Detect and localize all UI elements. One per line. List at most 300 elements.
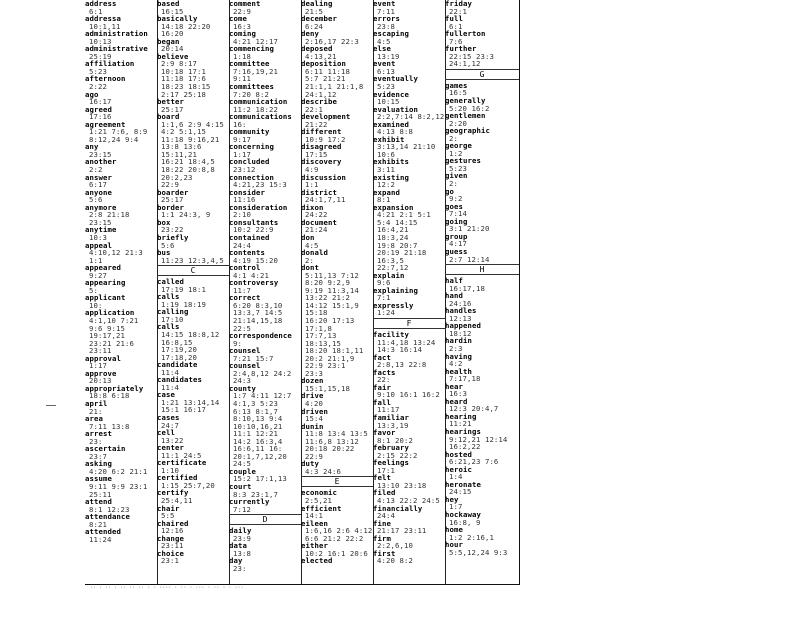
- index-term: afternoon: [85, 74, 126, 84]
- index-term: candidates: [157, 375, 202, 385]
- index-term: games: [445, 80, 468, 90]
- page-line-ref: 16:15: [161, 6, 184, 16]
- page-line-ref: 22:1: [449, 6, 467, 16]
- index-term: hockaway: [445, 510, 481, 519]
- index-term: else: [373, 44, 391, 54]
- index-term: commencing: [229, 44, 274, 54]
- page-line-ref: 9:2: [449, 194, 463, 204]
- index-term: control: [229, 263, 261, 273]
- page-line-ref: 21:22: [305, 119, 328, 129]
- page-line-ref: 24:1,7,11: [305, 195, 346, 205]
- page-line-ref: 23:15: [89, 217, 112, 227]
- index-term: development: [301, 112, 351, 122]
- page-line-ref: 4:19 15:20: [233, 255, 278, 265]
- page-line-ref: 24:1,12: [305, 89, 337, 99]
- page-line-ref: 16:3: [233, 21, 251, 31]
- index-column-6: [445, 0, 519, 584]
- page-line-ref: 9:19 11:3,14: [305, 285, 359, 295]
- index-term: hearing: [445, 411, 477, 421]
- page-line-ref: 4:2: [449, 359, 463, 369]
- index-term: dozen: [301, 376, 324, 386]
- page-line-ref: 24:4: [377, 511, 395, 521]
- index-term: committees: [229, 82, 274, 92]
- index-term: anyone: [85, 187, 112, 197]
- page-line-ref: 14:18 22:20: [161, 21, 211, 31]
- page-line-ref: 7:14: [449, 209, 467, 219]
- index-term: board: [157, 112, 180, 122]
- page-line-ref: 2:: [449, 133, 458, 143]
- page-line-ref: 10:2 22:9: [233, 225, 274, 235]
- index-term: concerning: [229, 142, 274, 152]
- index-term: deposition: [301, 59, 346, 69]
- page-line-ref: 11:4,18 13:24: [377, 337, 436, 347]
- index-term: assume: [85, 474, 112, 484]
- index-term: calls: [157, 292, 180, 302]
- page-line-ref: 19:17,21: [89, 331, 125, 341]
- page-line-ref: 5:7 21:21: [305, 74, 346, 84]
- page-line-ref: 17:15: [305, 149, 328, 159]
- index-term: february: [373, 443, 409, 453]
- page-line-ref: 4:2 5:1,15: [161, 127, 206, 137]
- index-term: appropriately: [85, 383, 144, 393]
- index-term: elected: [301, 556, 333, 566]
- page-line-ref: 4:9: [305, 165, 319, 175]
- page-line-ref: 10:9 17:2: [305, 134, 346, 144]
- index-term: friday: [445, 0, 472, 8]
- page-line-ref: 7:16,19,21: [233, 66, 278, 76]
- page-line-ref: 6:20 8:3,10: [233, 300, 283, 310]
- page-line-ref: 11:1 12:21: [233, 429, 278, 439]
- page-line-ref: 1:19 18:19: [161, 299, 206, 309]
- page-line-ref: 17:1: [377, 465, 395, 475]
- page-line-ref: 4:13 8:8: [377, 127, 413, 137]
- page-line-ref: 7:11 13:8: [89, 421, 130, 431]
- page-line-ref: 6:13 8:1,7: [233, 406, 278, 416]
- index-term: currently: [229, 497, 270, 507]
- page-line-ref: 2:8 21:18: [89, 210, 130, 220]
- page-line-ref: 11:18 9:16,21: [161, 134, 220, 144]
- page-line-ref: 20:1,7,12,20: [233, 451, 287, 461]
- page-line-ref: 2:4,8,12 24:2: [233, 368, 292, 378]
- index-term: bus: [157, 248, 171, 258]
- index-term: affiliation: [85, 59, 135, 69]
- page-line-ref: 5:23: [377, 82, 395, 92]
- page-line-ref: 16:2,22: [449, 442, 481, 452]
- section-letter: E: [301, 476, 373, 487]
- index-term: attend: [85, 497, 112, 507]
- page-line-ref: 5:11,13 7:12: [305, 270, 359, 280]
- page-line-ref: 1:1,6 2:9 4:15: [161, 119, 224, 129]
- index-term: heard: [445, 396, 468, 406]
- page-line-ref: 4:1,10 7:21: [89, 315, 139, 325]
- index-term: half: [445, 276, 463, 286]
- page-line-ref: 9:6: [377, 278, 391, 288]
- index-term: document: [301, 217, 337, 227]
- page-line-ref: 9:12,21 12:14: [449, 434, 508, 444]
- index-term: another: [85, 157, 117, 167]
- page-line-ref: 24:1,12: [449, 59, 481, 69]
- page-line-ref: 2:22: [89, 82, 107, 92]
- page-line-ref: 8:21: [89, 519, 107, 529]
- page-line-ref: 9:6 9:15: [89, 323, 125, 333]
- index-term: attendance: [85, 512, 130, 522]
- index-term: different: [301, 127, 342, 137]
- page-line-ref: 8:1 12:23: [89, 504, 130, 514]
- index-column-1: [85, 0, 158, 584]
- page-line-ref: 17:16: [89, 112, 112, 122]
- page-line-ref: 20:13: [89, 376, 112, 386]
- index-term: existing: [373, 172, 409, 182]
- index-term: center: [157, 443, 184, 453]
- index-term: facts: [373, 367, 396, 377]
- page-line-ref: 21:14,15,18: [233, 315, 283, 325]
- index-term: goes: [445, 201, 463, 211]
- index-term: believe: [157, 51, 189, 61]
- page-line-ref: 8:20 9:2,9: [305, 278, 350, 288]
- page-line-ref: 6:17: [89, 180, 107, 190]
- index-term: anymore: [85, 202, 117, 212]
- page-line-ref: 9:11: [233, 74, 251, 84]
- index-term: hey: [445, 494, 459, 504]
- page-line-ref: 4:13,21: [305, 51, 337, 61]
- index-term: gentlemen: [445, 111, 486, 121]
- index-term: first: [373, 548, 396, 558]
- index-term: any: [85, 142, 99, 152]
- page-line-ref: 11:4: [161, 367, 179, 377]
- index-term: familiar: [373, 412, 409, 422]
- page-line-ref: 23:9: [233, 533, 251, 543]
- index-term: fine: [373, 518, 391, 528]
- page-line-ref: 5:5,12,24 9:3: [449, 547, 508, 557]
- page-line-ref: 24:22: [305, 210, 328, 220]
- page-line-ref: 6:13: [377, 66, 395, 76]
- index-term: exhibits: [373, 157, 409, 167]
- index-term: firm: [373, 533, 391, 543]
- page-line-ref: 24:3: [233, 376, 251, 386]
- index-term: filed: [373, 488, 396, 498]
- index-term: area: [85, 414, 103, 424]
- page-line-ref: 2:: [305, 255, 314, 265]
- page-line-ref: 11:17: [377, 405, 400, 415]
- page-line-ref: 25:17: [161, 195, 184, 205]
- index-term: evaluation: [373, 104, 418, 114]
- index-term: exhibit: [373, 134, 405, 144]
- index-term: heronate: [445, 479, 481, 489]
- index-term: appeal: [85, 240, 112, 250]
- index-term: fair: [373, 382, 391, 392]
- index-term: called: [157, 277, 184, 287]
- page-line-ref: 8:1 20:2: [377, 435, 413, 445]
- page-line-ref: 18:20 18:1,11: [305, 346, 364, 356]
- index-term: dealing: [301, 0, 333, 8]
- index-term: explain: [373, 270, 405, 280]
- page-line-ref: 14:12 15:1,9: [305, 300, 359, 310]
- index-term: evidence: [373, 89, 409, 99]
- page-line-ref: 2:7 12:14: [449, 254, 490, 264]
- page-line-ref: 2:9 8:17: [161, 59, 197, 69]
- index-term: consultants: [229, 217, 279, 227]
- page-line-ref: 22:5: [233, 323, 251, 333]
- page-line-ref: 18:13,15: [305, 338, 341, 348]
- page-line-ref: 11:8 13:4 13:5: [305, 429, 368, 439]
- page-line-ref: 18:12: [449, 328, 472, 338]
- index-term: appeared: [85, 263, 121, 273]
- page-line-ref: 23:11: [89, 346, 112, 356]
- index-term: guess: [445, 246, 468, 256]
- page-line-ref: 13:3,7 14:5: [233, 308, 283, 318]
- page-line-ref: 21:17 23:11: [377, 526, 427, 536]
- index-term: deny: [301, 29, 319, 39]
- index-term: hear: [445, 381, 463, 391]
- index-term: ago: [85, 89, 99, 99]
- index-term: errors: [373, 14, 400, 24]
- index-term: hour: [445, 540, 463, 550]
- page-line-ref: 8:10,13 9:4: [233, 414, 283, 424]
- page-line-ref: 19:8 20:7: [377, 240, 418, 250]
- page-line-ref: 16:3,5: [377, 255, 404, 265]
- page-line-ref: 22:1: [305, 104, 323, 114]
- index-term: favor: [373, 428, 396, 438]
- page-line-ref: 13:19: [377, 51, 400, 61]
- index-term: december: [301, 14, 337, 24]
- page-line-ref: 15:11,21: [161, 149, 197, 159]
- index-term: chaired: [157, 518, 189, 528]
- index-term: correspondence: [229, 331, 292, 341]
- page-line-ref: 23:15: [89, 149, 112, 159]
- page-line-ref: 21:1,1 21:1,8: [305, 82, 364, 92]
- index-term: financially: [373, 503, 423, 513]
- page-line-ref: 2:15 22:2: [377, 450, 418, 460]
- index-term: consider: [229, 187, 265, 197]
- index-term: event: [373, 59, 396, 69]
- page-line-ref: 6:24: [305, 21, 323, 31]
- page-line-ref: 20:2,23: [161, 172, 193, 182]
- page-line-ref: 22:9: [305, 451, 323, 461]
- page-line-ref: 8:12,24 9:4: [89, 134, 139, 144]
- index-term: certify: [157, 488, 189, 498]
- page-line-ref: 23:22: [161, 225, 184, 235]
- page-line-ref: 13:22 21:2: [305, 293, 350, 303]
- page-line-ref: 1:17: [233, 149, 251, 159]
- index-term: george: [445, 141, 472, 151]
- index-column-3: [229, 0, 302, 584]
- page-line-ref: 16:20: [161, 29, 184, 39]
- index-term: community: [229, 127, 270, 137]
- page-line-ref: 10:10,16,21: [233, 421, 283, 431]
- index-term: chair: [157, 503, 180, 513]
- index-term: concluded: [229, 157, 270, 167]
- index-term: comment: [229, 0, 261, 8]
- page-line-ref: 13:3,19: [377, 420, 409, 430]
- index-term: eileen: [301, 518, 328, 528]
- index-term: deposed: [301, 44, 333, 54]
- index-term: anytime: [85, 225, 117, 235]
- page-line-ref: 16:21 18:4,5: [161, 157, 215, 167]
- page-line-ref: 17:18,20: [161, 352, 197, 362]
- page-line-ref: 4:20 6:2 21:1: [89, 466, 148, 476]
- page-line-ref: 18:22 20:8,8: [161, 165, 215, 175]
- index-term: home: [445, 525, 463, 535]
- page-line-ref: 1:21 7:6, 8:9: [89, 127, 148, 137]
- index-term: briefly: [157, 232, 189, 242]
- page-line-ref: 6:6 21:2 22:2: [305, 533, 364, 543]
- page-line-ref: 5:6: [161, 240, 175, 250]
- page-line-ref: 24:16: [449, 298, 472, 308]
- page-line-ref: 23:11: [161, 541, 184, 551]
- page-line-ref: 1:24: [377, 308, 395, 318]
- page-line-ref: 22:15 23:3: [449, 51, 494, 61]
- index-term: border: [157, 202, 184, 212]
- page-line-ref: 2:17 25:18: [161, 89, 206, 99]
- index-term: dont: [301, 263, 319, 273]
- page-line-ref: 2:2,7:14 8:2,12: [377, 112, 445, 122]
- section-letter: C: [157, 265, 229, 276]
- page-line-ref: 11:1 24:5: [161, 450, 202, 460]
- index-term: fullerton: [445, 29, 486, 39]
- page-line-ref: 21:5: [305, 6, 323, 16]
- index-term: driven: [301, 406, 328, 416]
- page-line-ref: 4:21 2:1 5:1: [377, 210, 431, 220]
- page-line-ref: 18:8 6:18: [89, 391, 130, 401]
- page-line-ref: 10:18 17:1: [161, 66, 206, 76]
- index-term: approve: [85, 368, 117, 378]
- index-term: donald: [301, 248, 328, 258]
- page-line-ref: 7:17,18: [449, 374, 481, 384]
- index-term: application: [85, 308, 135, 318]
- page-line-ref: 4:13 22:2 24:5: [377, 496, 440, 505]
- index-term: contents: [229, 248, 265, 258]
- page-line-ref: 8:3 23:1,7: [233, 489, 278, 499]
- page-line-ref: 25:19: [89, 51, 112, 61]
- page-line-ref: 1:10: [161, 465, 179, 475]
- page-line-ref: 11:24: [89, 534, 112, 544]
- index-term: controversy: [229, 278, 279, 288]
- index-term: daily: [229, 526, 252, 536]
- page-line-ref: 9:10 16:1 16:2: [377, 390, 440, 400]
- margin-mark: [46, 405, 56, 406]
- index-term: economic: [301, 488, 337, 498]
- index-term: geographic: [445, 126, 490, 136]
- page-line-ref: 17:7,13: [305, 331, 337, 341]
- page-line-ref: 23:21 21:6: [89, 338, 134, 348]
- page-line-ref: 5:: [89, 285, 98, 295]
- index-term: began: [157, 36, 180, 46]
- page-line-ref: 12:16: [161, 526, 184, 536]
- page-line-ref: 1:2: [449, 148, 463, 158]
- page-line-ref: 9:17: [233, 134, 251, 144]
- page-line-ref: 12:3 20:4,7: [449, 404, 499, 414]
- index-term: come: [229, 14, 247, 24]
- page-line-ref: 7:1: [377, 293, 391, 303]
- page-line-ref: 16:20 17:13: [305, 315, 355, 325]
- index-term: feelings: [373, 458, 409, 468]
- index-term: choice: [157, 548, 184, 558]
- index-term: data: [229, 541, 247, 551]
- page-line-ref: 17:10: [161, 314, 184, 324]
- page-line-ref: 15:1,15,18: [305, 383, 350, 393]
- page-line-ref: 1:21 13:14,14: [161, 397, 220, 407]
- page-line-ref: 4:17: [449, 239, 467, 249]
- page-line-ref: 4:3 24:6: [305, 466, 341, 476]
- page-line-ref: 14:1: [305, 511, 323, 521]
- page-line-ref: 22:9: [161, 180, 179, 190]
- page-line-ref: 16:17,18: [449, 283, 485, 293]
- index-term: hand: [445, 291, 463, 301]
- page-line-ref: 22:: [377, 375, 391, 385]
- page-line-ref: 1:6,16 2:6 4:12: [305, 526, 373, 536]
- index-term: cell: [157, 428, 175, 438]
- page-line-ref: 20:18 20:22: [305, 444, 355, 454]
- index-term: couple: [229, 466, 256, 476]
- page-line-ref: 12:2: [377, 180, 395, 190]
- page-line-ref: 1:1: [89, 255, 103, 265]
- page-line-ref: 15:4: [305, 414, 323, 424]
- index-term: group: [445, 231, 468, 241]
- page-line-ref: 10:13: [89, 36, 112, 46]
- index-term: eventually: [373, 74, 418, 84]
- page-line-ref: 3:11: [377, 165, 395, 175]
- index-term: generally: [445, 96, 486, 106]
- index-term: counsel: [229, 346, 261, 356]
- index-term: happened: [445, 321, 481, 331]
- page-line-ref: 25:11: [89, 489, 112, 499]
- index-term: going: [445, 216, 468, 226]
- page-line-ref: 20:14: [161, 44, 184, 54]
- page-line-ref: 16:6,11 16:: [233, 444, 283, 454]
- page-line-ref: 4:21,23 15:3: [233, 180, 287, 190]
- page-line-ref: 21:24: [305, 225, 328, 235]
- page-line-ref: 2:: [449, 179, 458, 189]
- index-term: felt: [373, 473, 391, 483]
- index-term: either: [301, 541, 328, 551]
- page-line-ref: 3:13,14 21:10: [377, 142, 436, 152]
- page-line-ref: 15:2 17:1,13: [233, 474, 287, 484]
- page-line-ref: 23:7: [89, 451, 107, 461]
- page-line-ref: 6:1: [449, 21, 463, 31]
- page-line-ref: 2:3: [449, 343, 463, 353]
- page-line-ref: 10:: [89, 300, 103, 310]
- page-line-ref: 1:1: [305, 180, 319, 190]
- index-term: event: [373, 0, 396, 8]
- index-term: appearing: [85, 278, 126, 288]
- page-line-ref: 16:17: [89, 97, 112, 107]
- index-term: asking: [85, 459, 112, 469]
- index-term: counsel: [229, 361, 261, 371]
- page-line-ref: 13:8: [233, 548, 251, 558]
- page-line-ref: 14:2 16:3,4: [233, 436, 283, 446]
- page-line-ref: 4:1 4:21: [233, 270, 269, 280]
- page-line-ref: 23:: [89, 436, 103, 446]
- page-line-ref: 11:6,8 13:12: [305, 436, 359, 446]
- index-term: committee: [229, 59, 270, 69]
- index-term: approval: [85, 353, 121, 363]
- page-line-ref: 22:9 23:1: [305, 361, 346, 371]
- page-line-ref: 7:6: [449, 36, 463, 46]
- page-line-ref: 4:5: [377, 36, 391, 46]
- page-line-ref: 11:16: [233, 195, 256, 205]
- index-term: calling: [157, 307, 189, 317]
- index-term: change: [157, 533, 184, 543]
- index-term: given: [445, 171, 468, 181]
- page-line-ref: 5:23: [449, 163, 467, 173]
- page-line-ref: 16:3: [449, 389, 467, 399]
- index-term: dunin: [301, 421, 324, 431]
- page-line-ref: 2:8,13 22:8: [377, 360, 427, 370]
- page-line-ref: 16:4,21: [377, 225, 409, 235]
- page-line-ref: 9:11 9:9 23:1: [89, 482, 148, 491]
- page-line-ref: 20:2 21:1,9: [305, 353, 355, 363]
- page-line-ref: 4:10,12 21:3: [89, 248, 143, 258]
